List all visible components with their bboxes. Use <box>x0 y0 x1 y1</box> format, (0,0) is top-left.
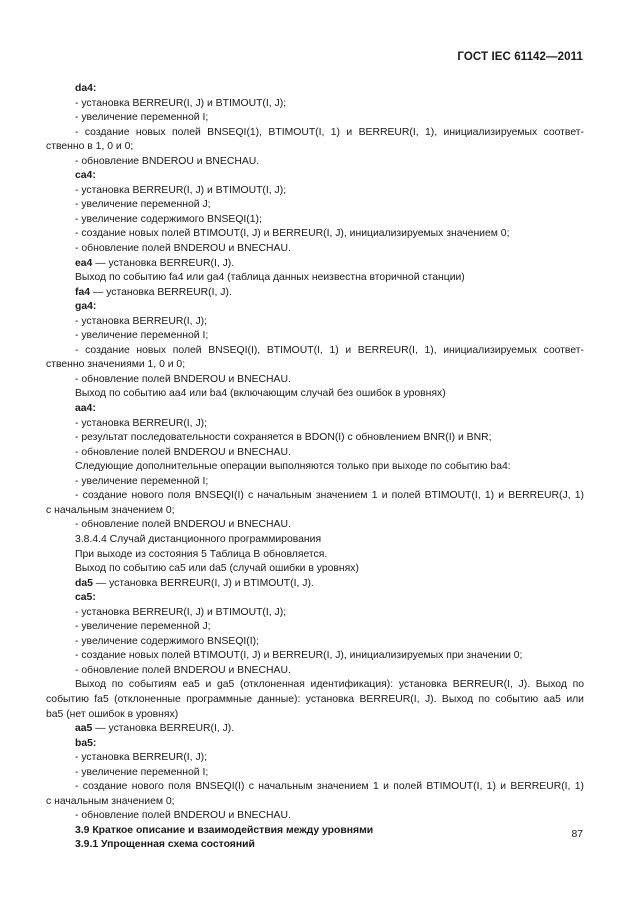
text-line <box>46 402 584 417</box>
text-line <box>46 737 584 752</box>
line-text: - создание новых полей BTIMOUT(I, J) и BERREUR(I, J), инициализируемых при значении 0; <box>75 650 523 662</box>
text-line <box>46 751 584 766</box>
line-text: - увеличение переменной I; <box>75 766 209 778</box>
line-text: с начальным значением 0; <box>46 504 175 516</box>
text-line <box>46 548 584 563</box>
line-text: - установка BERREUR(I, J) и BTIMOUT(I, J); <box>75 184 287 196</box>
line-text: - увеличение содержимого BNSEQI(1); <box>75 213 262 225</box>
line-text: - увеличение переменной I; <box>75 330 209 342</box>
text-line <box>46 678 584 693</box>
bold-label: 3.9.1 Упрощенная схема состояний <box>75 839 255 851</box>
text-line <box>46 533 584 548</box>
bold-label: ca5: <box>75 592 96 604</box>
text-line <box>46 795 584 810</box>
text-line <box>46 635 584 650</box>
line-text: - установка BERREUR(I, J); <box>75 752 207 764</box>
bold-label: ba5: <box>75 737 97 749</box>
line-text: - обновление полей BNDEROU и BNECHAU. <box>75 243 291 255</box>
line-text: - обновление полей BNDEROU и BNECHAU. <box>75 446 291 458</box>
line-text: - увеличение переменной I; <box>75 112 209 124</box>
text-line <box>46 591 584 606</box>
text-line <box>46 271 584 286</box>
line-text: - создание новых полей BNSEQI(I), BTIMOUT(I, 1) и BERREUR(I, 1), инициализируемых соответ- <box>75 344 584 356</box>
line-text: - обновление полей BNDEROU и BNECHAU. <box>75 519 291 531</box>
line-text: - установка BERREUR(I, J); <box>75 315 207 327</box>
line-text: — установка BERREUR(I, J). <box>92 723 235 735</box>
line-text: - увеличение содержимого BNSEQI(I); <box>75 635 259 647</box>
bold-label: ga4: <box>75 301 97 313</box>
line-text: - результат последовательности сохраняется в BDON(I) с обновлением BNR(I) и BNR; <box>75 432 492 444</box>
bold-label: fa4 <box>75 286 91 298</box>
line-text: - обновление полей BNDEROU и BNECHAU. <box>75 664 291 676</box>
text-line <box>46 111 584 126</box>
text-line <box>46 315 584 330</box>
text-line <box>46 460 584 475</box>
line-text: - создание нового поля BNSEQI(I) с начальным значением 1 и полей BTIMOUT(I, 1) и BERREUR(J, 1) <box>75 490 584 502</box>
line-text: - обновление полей BNDEROU и BNECHAU. <box>75 810 291 822</box>
page-header-standard: ГОСТ IEC 61142—2011 <box>457 51 583 63</box>
text-line <box>46 140 584 155</box>
text-line <box>46 780 584 795</box>
line-text: ственно значениями 1, 0 и 0; <box>46 359 186 371</box>
text-line <box>46 431 584 446</box>
bold-label: 3.9 Краткое описание и взаимодействия между уровнями <box>75 824 374 836</box>
line-text: - обновление полей BNDEROU и BNECHAU. <box>75 373 291 385</box>
text-line <box>46 824 584 839</box>
line-text: ba5 (нет ошибок в уровнях) <box>46 708 179 720</box>
line-text: При выходе из состояния 5 Таблица В обновляется. <box>75 548 328 560</box>
text-line <box>46 838 584 853</box>
line-text: - установка BERREUR(I, J) и BTIMOUT(I, J); <box>75 606 287 618</box>
text-line <box>46 446 584 461</box>
line-text: - создание новых полей BTIMOUT(I, J) и BERREUR(I, J), инициализируемых значением 0; <box>75 228 510 240</box>
line-text: - увеличение переменной J; <box>75 621 211 633</box>
line-text: - увеличение переменной J; <box>75 199 211 211</box>
page-number: 87 <box>571 829 583 840</box>
line-text: - установка BERREUR(I, J); <box>75 417 207 429</box>
text-line <box>46 97 584 112</box>
text-line <box>46 649 584 664</box>
line-text: - создание нового поля BNSEQI(I) с начальным значением 1 и полей BTIMOUT(I, 1) и BERREUR(I, 1) <box>75 781 584 793</box>
text-line <box>46 227 584 242</box>
text-line <box>46 184 584 199</box>
text-line <box>46 475 584 490</box>
text-line <box>46 126 584 141</box>
line-text: — установка BERREUR(I, J) и BTIMOUT(I, J). <box>92 577 314 589</box>
line-text: Выход по событию ca5 или da5 (случай ошибки в уровнях) <box>75 563 359 575</box>
text-line <box>46 329 584 344</box>
line-text: — установка BERREUR(I, J). <box>92 257 235 269</box>
text-line <box>46 620 584 635</box>
text-line <box>46 82 584 97</box>
text-line <box>46 155 584 170</box>
text-line <box>46 708 584 723</box>
bold-label: aa5 <box>75 723 93 735</box>
line-text: - увеличение переменной I; <box>75 475 209 487</box>
body-text <box>46 82 584 853</box>
line-text: Выход по событию аа4 или ba4 (включающим случай без ошибок в уровнях) <box>75 388 446 400</box>
text-line <box>46 518 584 533</box>
text-line <box>46 504 584 519</box>
text-line <box>46 198 584 213</box>
text-line <box>46 809 584 824</box>
text-line <box>46 242 584 257</box>
text-line <box>46 169 584 184</box>
text-line <box>46 489 584 504</box>
line-text: событию fa5 (отклоненные программные данные): установка BERREUR(I, J). Выход по событию aa5 или <box>46 693 584 705</box>
line-text: - обновление BNDEROU и BNECHAU. <box>75 155 260 167</box>
line-text: Выход по событию fa4 или ga4 (таблица данных неизвестна вторичной станции) <box>75 272 465 284</box>
line-text: - создание новых полей BNSEQI(1), BTIMOUT(I, 1) и BERREUR(I, 1), инициализируемых соответ- <box>75 126 584 138</box>
text-line <box>46 577 584 592</box>
bold-label: da5 <box>75 577 93 589</box>
text-line <box>46 693 584 708</box>
line-text: ственно в 1, 0 и 0; <box>46 141 134 153</box>
bold-label: da4: <box>75 83 97 94</box>
text-line <box>46 562 584 577</box>
line-text: Следующие дополнительные операции выполняются только при выходе по событию ba4: <box>75 461 511 473</box>
text-line <box>46 766 584 781</box>
bold-label: aa4: <box>75 403 96 415</box>
text-line <box>46 344 584 359</box>
text-line <box>46 417 584 432</box>
text-line <box>46 358 584 373</box>
text-line <box>46 286 584 301</box>
text-line <box>46 257 584 272</box>
text-line <box>46 300 584 315</box>
text-line <box>46 722 584 737</box>
line-text: 3.8.4.4 Случай дистанционного программирования <box>75 533 322 545</box>
text-line <box>46 606 584 621</box>
bold-label: ea4 <box>75 257 93 269</box>
line-text: - установка BERREUR(I, J) и BTIMOUT(I, J); <box>75 97 287 109</box>
text-line <box>46 373 584 388</box>
text-line <box>46 664 584 679</box>
text-line <box>46 213 584 228</box>
line-text: — установка BERREUR(I, J). <box>90 286 232 298</box>
line-text: с начальным значением 0; <box>46 795 175 807</box>
line-text: Выход по событиям ea5 и ga5 (отклоненная идентификация): установка BERREUR(I, J). Выход по <box>75 679 584 691</box>
bold-label: ca4: <box>75 170 96 182</box>
text-line <box>46 387 584 402</box>
